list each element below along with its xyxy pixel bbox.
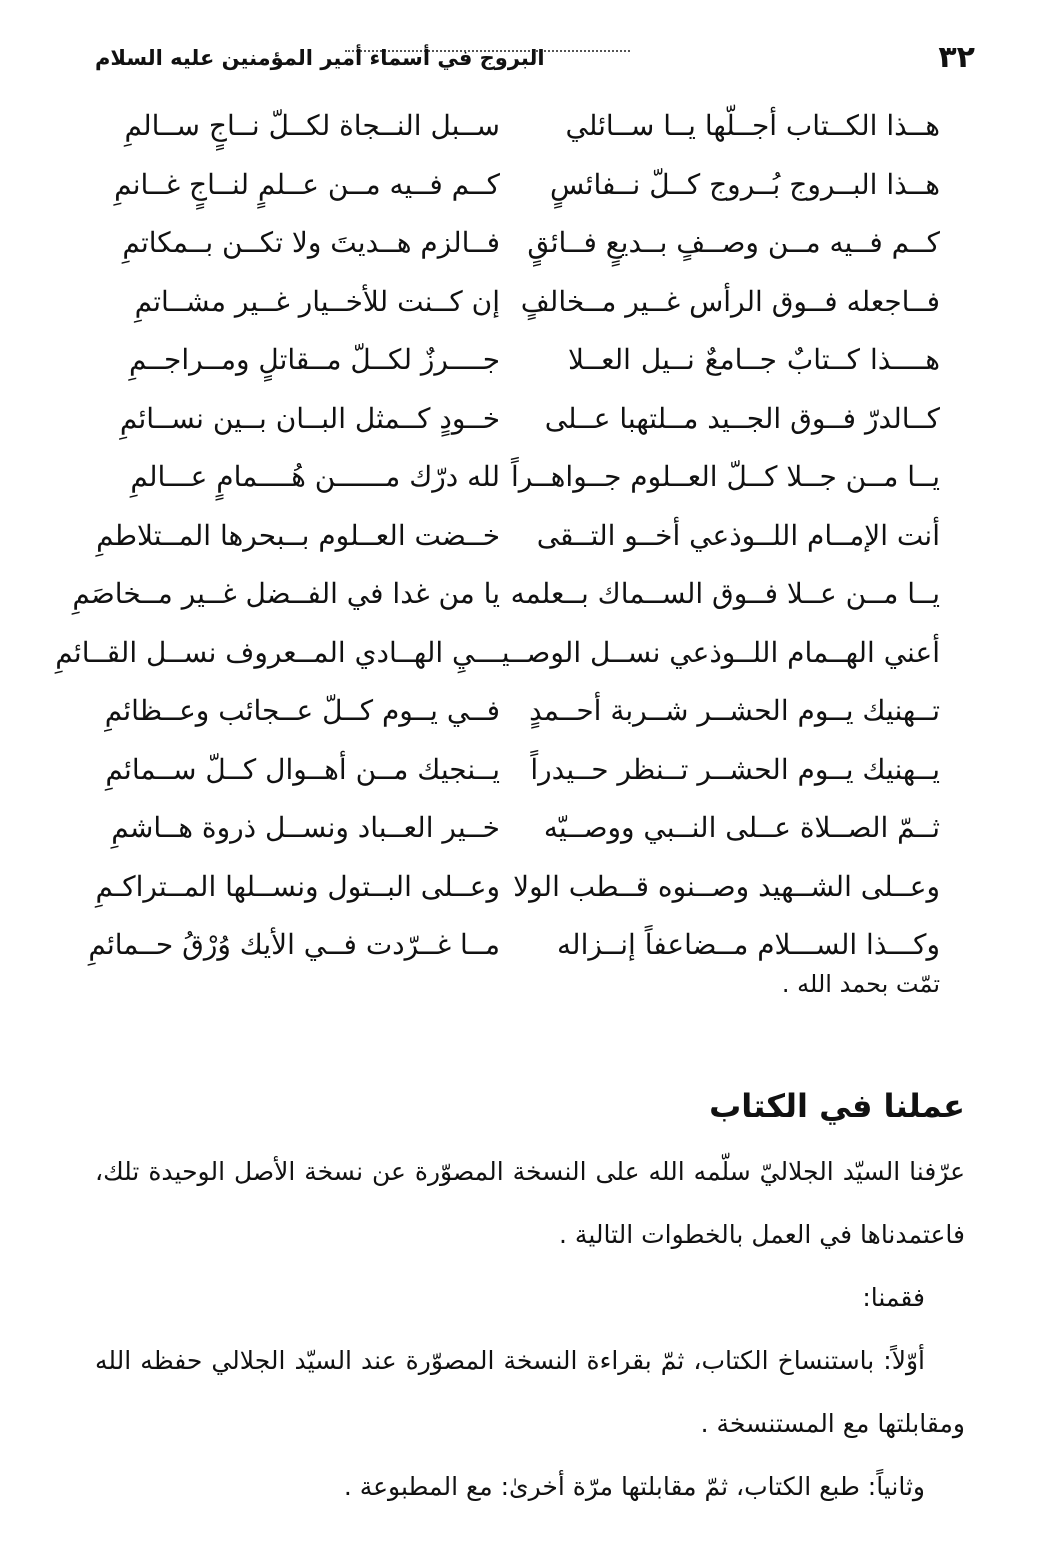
second-hemistich: فــي يــوم كــلّ عــجائب وعــظائمِ — [104, 694, 500, 727]
first-hemistich: هــذا الكــتاب أجــلّها يــا ســائلي — [565, 109, 940, 142]
second-hemistich: كــم فــيه مــن عــلمٍ لنــاجٍ غــانمِ — [114, 167, 500, 201]
first-hemistich: أنت الإمــام اللــوذعي أخــو التــقى — [536, 518, 940, 552]
page-header — [95, 40, 975, 80]
first-hemistich: تــهنيك يــوم الحشــر شــربة أحــمدٍ — [529, 694, 940, 727]
verse-line — [90, 393, 940, 452]
page-number: ٣٢ — [938, 40, 975, 75]
section-heading: عملنا في الكتاب — [709, 1087, 965, 1125]
second-hemistich: مــا غــرّدت فــي الأيك وُرْقُ حــمائمِ — [88, 928, 500, 961]
second-hemistich: جــــرزٌ لكــلّ مــقاتلٍ ومــراجــمِ — [129, 343, 500, 376]
verse-line — [55, 627, 940, 686]
paragraph-1-line-2: فاعتمدناها في العمل بالخطوات التالية . — [559, 1220, 965, 1249]
second-hemistich: ســبل النــجاة لكــلّ نــاجٍ ســالمِ — [124, 109, 500, 142]
verse-line — [90, 159, 940, 218]
first-hemistich: ثــمّ الصــلاة عــلى النــبي ووصــيّه — [543, 811, 940, 844]
paragraph-3-line-2: ومقابلتها مع المستنسخة . — [700, 1409, 965, 1438]
verse-line — [90, 685, 940, 744]
running-title: البروج في أسماء أمير المؤمنين عليه السلام — [95, 46, 545, 70]
paragraph-3-line-1: أوّلاً: باستنساخ الكتاب، ثمّ بقراءة النسخة المصوّرة عند السيّد الجلالي حفظه الله — [95, 1346, 925, 1375]
verse-line — [90, 919, 940, 978]
first-hemistich: يــا مــن جــلا كــلّ العــلوم جــواهــراً — [511, 460, 940, 493]
verse-line — [90, 802, 940, 861]
second-hemistich: فــالزم هــديتَ ولا تكــن بــمكاتمِ — [122, 226, 500, 259]
verse-line — [90, 217, 940, 276]
paragraph-2: فقمنا: — [862, 1283, 925, 1312]
first-hemistich: كــم فــيه مــن وصــفٍ بــديعٍ فــائقٍ — [527, 226, 940, 259]
second-hemistich: إن كــنت للأخــيار غــير مشــاتمِ — [134, 284, 500, 318]
second-hemistich: وعــلى البــتول ونســلها المــتراكـمِ — [95, 869, 500, 903]
first-hemistich: أعني الهــمام اللــوذعي نســل الوصــيـ — [493, 635, 940, 669]
verse-line — [90, 334, 940, 393]
section-body — [95, 1140, 965, 1518]
first-hemistich: وكـــذا الســـلام مــضاعفاً إنــزاله — [557, 928, 940, 961]
first-hemistich: هــذا البــروج بُــروج كــلّ نــفائسٍ — [549, 167, 940, 201]
second-hemistich: خــضت العــلوم بــبحرها المــتلاطمِ — [96, 518, 500, 552]
verse-line — [90, 744, 940, 803]
paragraph-4: وثانياً: طبع الكتاب، ثمّ مقابلتها مرّة أخرىٰ: مع المطبوعة . — [343, 1472, 925, 1501]
second-hemistich: لله درّك مــــــن هُــــمامٍ عـــالمِ — [130, 460, 500, 493]
first-hemistich: كــالدرّ فــوق الجــيد مــلتهبا عــلى — [544, 401, 940, 435]
poem — [55, 100, 940, 978]
first-hemistich: وعــلى الشــهيد وصــنوه قــطب الولا — [513, 869, 940, 903]
verse-line — [90, 510, 940, 569]
first-hemistich: يــا مــن عــلا فــوق الســماك بــعلمه — [510, 577, 940, 610]
paragraph-1-line-1: عرّفنا السيّد الجلاليّ سلّمه الله على النسخة المصوّرة عن نسخة الأصل الوحيدة تلك، — [95, 1157, 965, 1186]
first-hemistich: فــاجعله فــوق الرأس غــير مــخالفٍ — [520, 284, 940, 318]
verse-line — [90, 276, 940, 335]
second-hemistich: يا من غدا في الفــضل غــير مــخاصَمِ — [72, 577, 500, 610]
second-hemistich: يــنجيك مــن أهــوال كــلّ ســمائمِ — [105, 752, 500, 786]
first-hemistich: هــــذا كــتابٌ جــامعٌ نــيل العــلا — [568, 343, 940, 376]
poem-closing-line: تمّت بحمد الله . — [781, 970, 940, 998]
second-hemistich: خــير العــباد ونســل ذروة هــاشمِ — [111, 811, 500, 844]
second-hemistich: ـــيِ الهــادي المــعروف نســل القــائمِ — [55, 635, 500, 669]
verse-line — [90, 861, 940, 920]
verse-line — [90, 100, 940, 159]
second-hemistich: خــودٍ كــمثل البــان بــين نســائمِ — [119, 401, 500, 435]
verse-line — [72, 568, 940, 627]
verse-line — [90, 451, 940, 510]
first-hemistich: يــهنيك يــوم الحشــر تــنظر حــيدراً — [530, 752, 940, 786]
